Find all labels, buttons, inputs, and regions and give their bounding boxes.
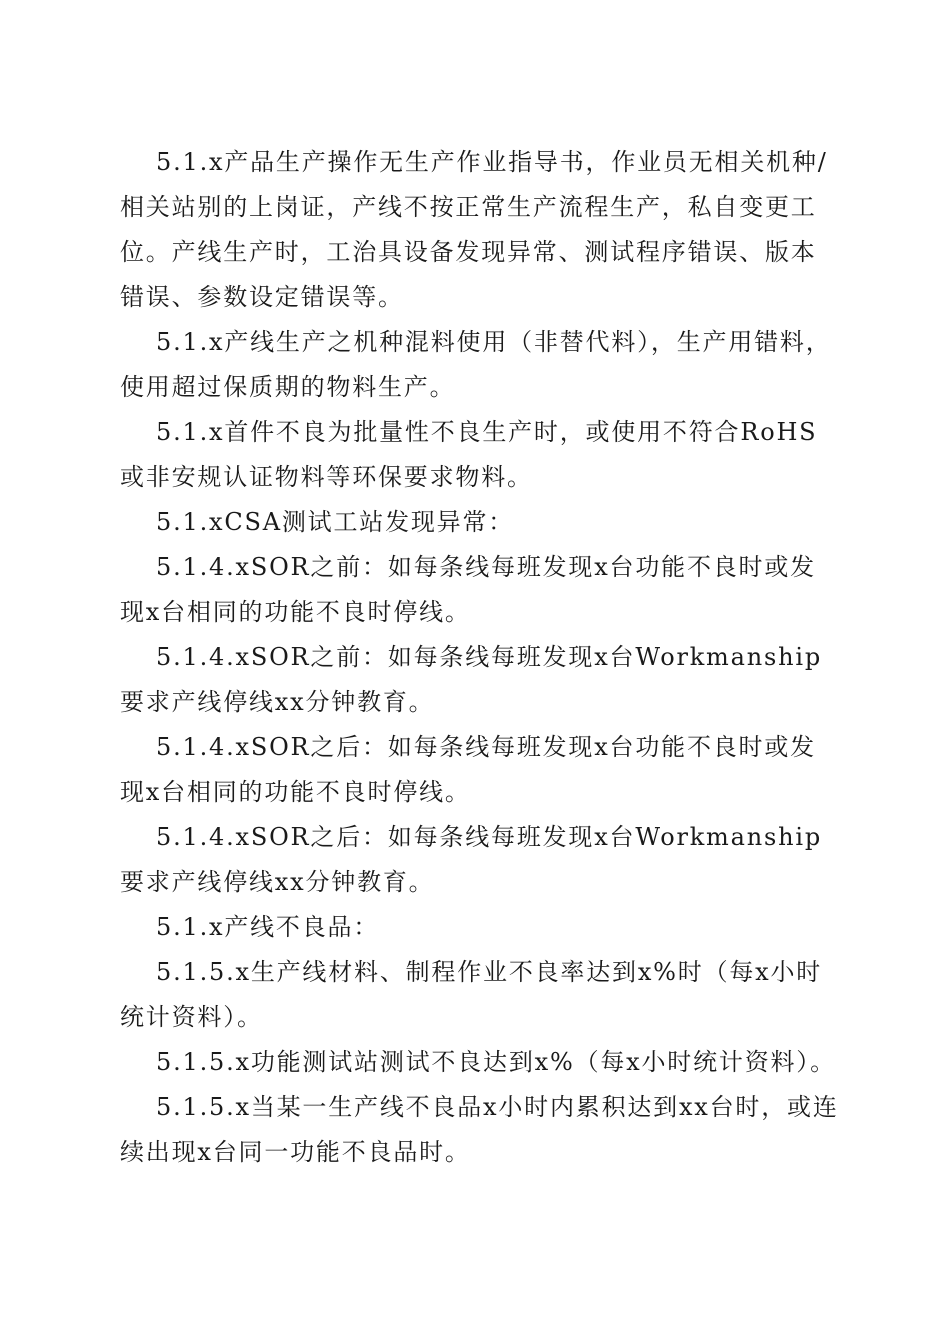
paragraph-5-1-5-x-material-defect-rate: 5.1.5.x生产线材料、制程作业不良率达到x%时（每x小时统计资料）。 (120, 958, 823, 1031)
paragraph-5-1-x-mixed-material: 5.1.x产线生产之机种混料使用（非替代料），生产用错料，使用超过保质期的物料生产。 (120, 328, 832, 401)
paragraph-5-1-x-csa-station: 5.1.xCSA测试工站发现异常： (156, 508, 515, 536)
paragraph-5-1-x-operation: 5.1.x产品生产操作无生产作业指导书，作业员无相关机种/相关站别的上岗证，产线不按正常生产流程生产，私自变更工位。产线生产时，工治具设备发现异常、测试程序错误、版本错误、参数设定错误等。 (120, 148, 828, 311)
paragraph-5-1-x-defective-products: 5.1.x产线不良品： (156, 913, 380, 941)
document-body (120, 140, 840, 1175)
paragraph-5-1-4-x-before-sor-workmanship: 5.1.4.xSOR之前：如每条线每班发现x台Workmanship要求产线停线xx分钟教育。 (120, 643, 822, 716)
paragraph-5-1-x-first-article: 5.1.x首件不良为批量性不良生产时，或使用不符合RoHS或非安规认证物料等环保要求物料。 (120, 418, 818, 491)
paragraph-5-1-5-x-accumulated-defects: 5.1.5.x当某一生产线不良品x小时内累积达到xx台时，或连续出现x台同一功能不良品时。 (120, 1093, 839, 1166)
paragraph-5-1-4-x-after-sor-function: 5.1.4.xSOR之后：如每条线每班发现x台功能不良时或发现x台相同的功能不良时停线。 (120, 733, 816, 806)
paragraph-5-1-4-x-after-sor-workmanship: 5.1.4.xSOR之后：如每条线每班发现x台Workmanship要求产线停线xx分钟教育。 (120, 823, 822, 896)
paragraph-5-1-4-x-before-sor-function: 5.1.4.xSOR之前：如每条线每班发现x台功能不良时或发现x台相同的功能不良时停线。 (120, 553, 816, 626)
paragraph-5-1-5-x-function-test-defect: 5.1.5.x功能测试站测试不良达到x%（每x小时统计资料）。 (156, 1048, 836, 1076)
